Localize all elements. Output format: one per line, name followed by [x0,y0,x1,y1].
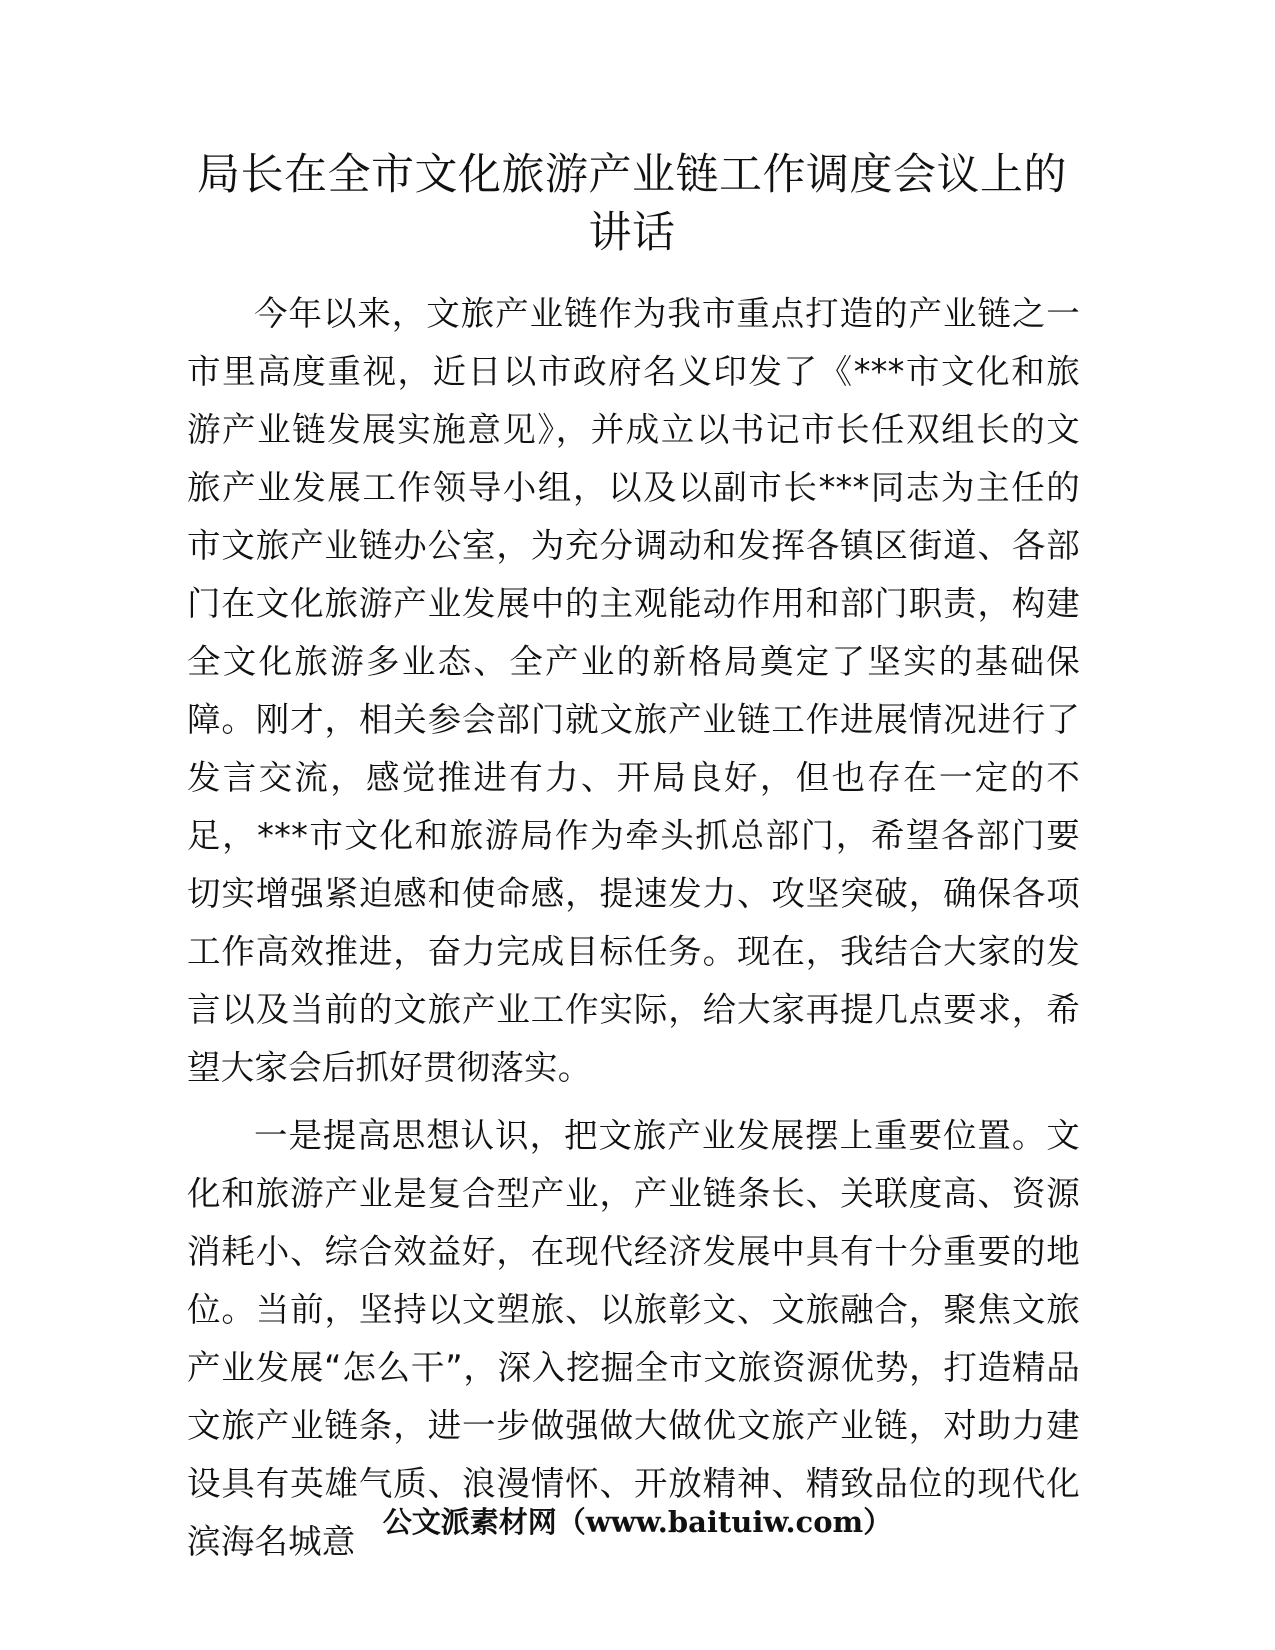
paragraph-point-one: 一是提高思想认识，把文旅产业发展摆上重要位置。文化和旅游产业是复合型产业，产业链条长、关联度高、资源消耗小、综合效益好，在现代经济发展中具有十分重要的地位。当前，坚持以文塑旅、以旅彰文、文旅融合，聚焦文旅产业发展“怎么干”，深入挖掘全市文旅资源优势，打造精品文旅产业链条，进一步做强做大做优文旅产业链，对助力建设具有英雄气质、浪漫情怀、开放精神、精致品位的现代化滨海名城意 [187,1116,1080,1561]
document-body [187,285,1080,1571]
title-line-1: 局长在全市文化旅游产业链工作调度会议上的 [197,150,1067,200]
paragraph-intro: 今年以来，文旅产业链作为我市重点打造的产业链之一市里高度重视，近日以市政府名义印发了《***市文化和旅游产业链发展实施意见》，并成立以书记市长任双组长的文旅产业发展工作领导小组，以及以副市长***同志为主任的市文旅产业链办公室，为充分调动和发挥各镇区街道、各部门在文化旅游产业发展中的主观能动作用和部门职责，构建全文化旅游多业态、全产业的新格局奠定了坚实的基础保障。刚才，相关参会部门就文旅产业链工作进展情况进行了发言交流，感觉推进有力、开局良好，但也存在一定的不足，***市文化和旅游局作为牵头抓总部门，希望各部门要切实增强紧迫感和使命感，提速发力、攻坚突破，确保各项工作高效推进，奋力完成目标任务。现在，我结合大家的发言以及当前的文旅产业工作实际，给大家再提几点要求，希望大家会后抓好贯彻落实。 [187,294,1080,1087]
document-title [186,146,1078,262]
title-line-2: 讲话 [588,208,676,258]
footer-watermark: 公文派素材网（www.baituiw.com） [382,1505,893,1539]
